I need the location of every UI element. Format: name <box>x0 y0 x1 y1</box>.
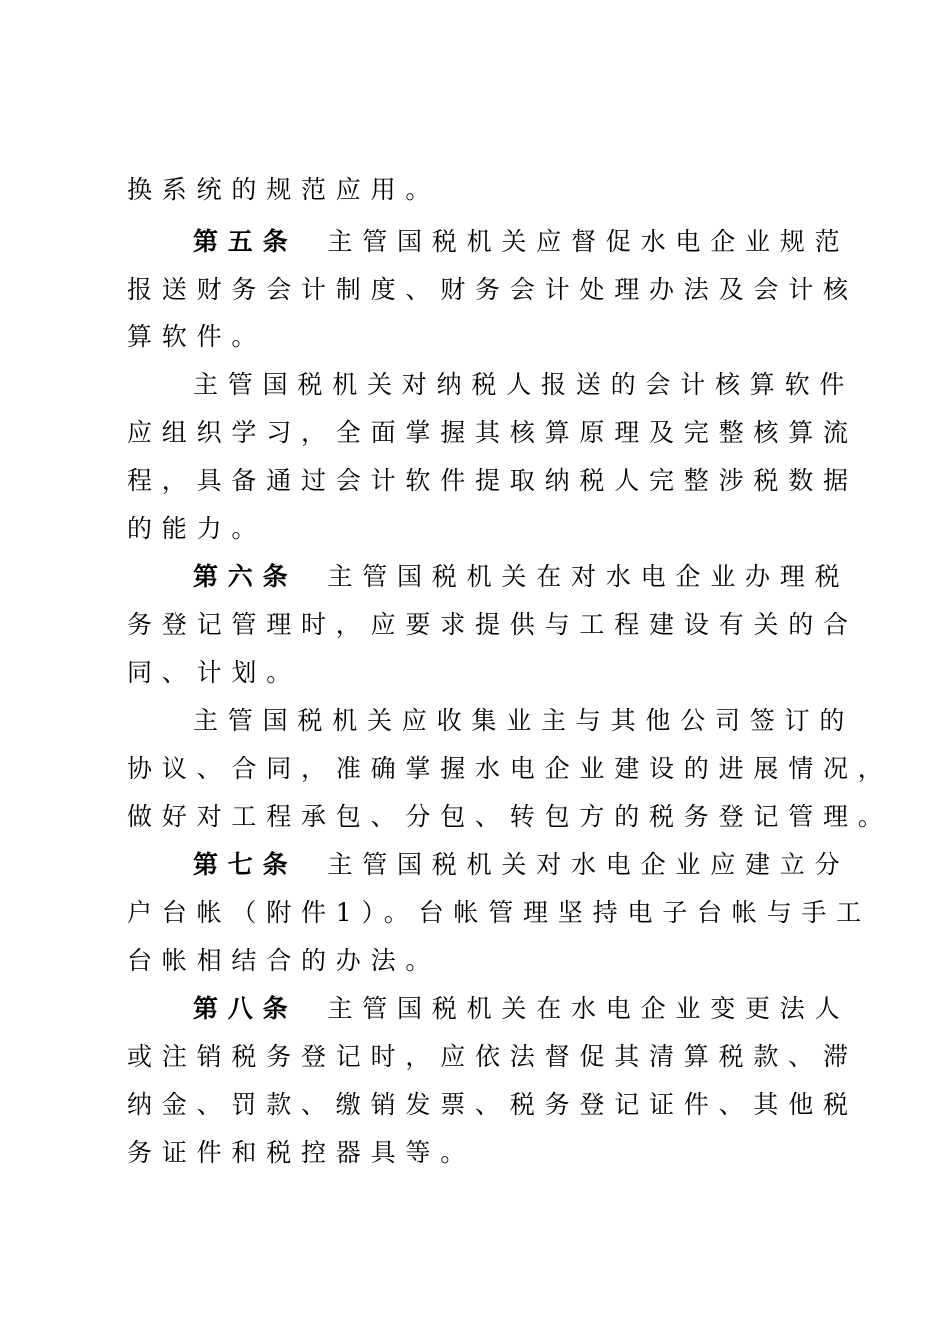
text-line: 做好对工程承包、分包、转包方的税务登记管理。 <box>127 802 893 831</box>
text-line: 主管国税机关对纳税人报送的会计核算软件 <box>193 370 855 399</box>
text-line: 务登记管理时，应要求提供与工程建设有关的合 <box>127 610 858 639</box>
text-line: 换系统的规范应用。 <box>127 175 441 204</box>
article-heading: 第六条 <box>193 562 298 591</box>
article-5-line <box>193 227 849 257</box>
article-text: 主管国税机关应督促水电企业规范 <box>327 227 850 256</box>
article-7-line <box>193 850 849 880</box>
article-heading: 第五条 <box>193 227 298 256</box>
text-line: 程，具备通过会计软件提取纳税人完整涉税数据 <box>127 466 858 495</box>
article-text: 主管国税机关在对水电企业办理税 <box>327 562 850 591</box>
text-line: 算软件。 <box>127 322 267 351</box>
article-text: 主管国税机关对水电企业应建立分 <box>327 850 850 879</box>
text-line: 主管国税机关应收集业主与其他公司签订的 <box>193 706 855 735</box>
text-line: 或注销税务登记时，应依法督促其清算税款、滞 <box>127 1042 858 1071</box>
article-heading: 第八条 <box>193 994 298 1023</box>
text-line: 户台帐（附件1）。台帐管理坚持电子台帐与手工 <box>127 898 872 927</box>
text-line: 协议、合同，准确掌握水电企业建设的进展情况， <box>127 754 893 783</box>
text-line: 台帐相结合的办法。 <box>127 946 441 975</box>
text-line: 报送财务会计制度、财务会计处理办法及会计核 <box>127 275 858 304</box>
article-8-line <box>193 994 849 1024</box>
text-line: 应组织学习，全面掌握其核算原理及完整核算流 <box>127 418 858 447</box>
text-line: 务证件和税控器具等。 <box>127 1138 476 1167</box>
article-6-line <box>193 562 849 592</box>
article-text: 主管国税机关在水电企业变更法人 <box>327 994 850 1023</box>
text-line: 同、计划。 <box>127 658 302 687</box>
text-line: 纳金、罚款、缴销发票、税务登记证件、其他税 <box>127 1090 858 1119</box>
text-line: 的能力。 <box>127 514 267 543</box>
article-heading: 第七条 <box>193 850 298 879</box>
